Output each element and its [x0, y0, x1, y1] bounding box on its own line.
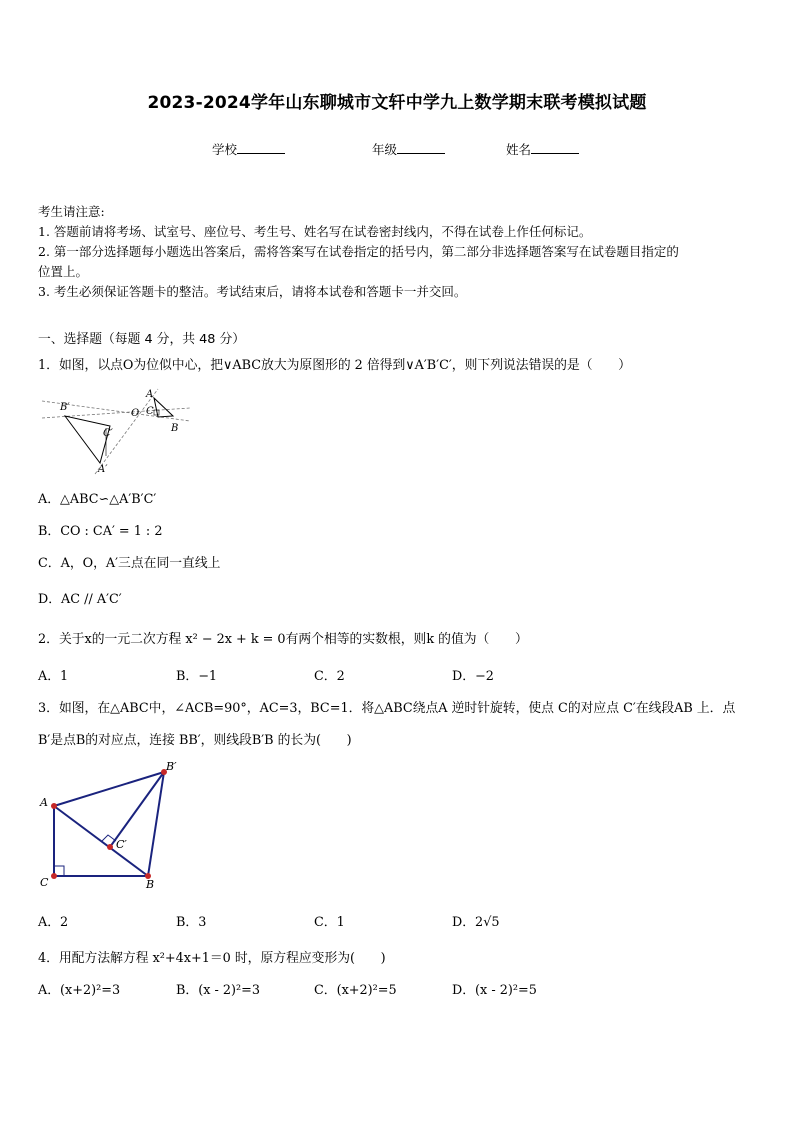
q1-label-o: O: [131, 408, 140, 419]
q1-option-d: D．AC // A′C′: [38, 592, 122, 607]
q3-option-d: D．2√5: [452, 915, 500, 930]
name-field: [506, 140, 579, 158]
q2-stem: 2．关于x的一元二次方程 x² − 2x + k = 0有两个相等的实数根，则k 的值为（ ）: [38, 632, 528, 647]
grade-field: [372, 140, 445, 158]
grade-blank: [397, 141, 445, 154]
q1-label-aprime: A′: [98, 464, 108, 475]
notice-item-2: 2. 第一部分选择题每小题选出答案后，需将答案写在试卷指定的括号内，第二部分非选择题答案写在试卷题目指定的: [38, 244, 679, 259]
q3-label-bprime: B′: [166, 760, 177, 773]
q3-stem-line-1: 3．如图，在△ABC中，∠ACB=90°，AC=3，BC=1．将△ABC绕点A 逆时针旋转，使点 C的对应点 C′在线段AB 上．点: [38, 701, 736, 716]
q3-figure: [36, 758, 186, 892]
notice-item-3: 3. 考生必须保证答题卡的整洁。考试结束后，请将本试卷和答题卡一并交回。: [38, 284, 467, 299]
q3-stem-line-2: B′是点B的对应点，连接 BB′，则线段B′B 的长为( ): [38, 733, 352, 748]
name-blank: [531, 141, 579, 154]
q1-option-c: C．A，O，A′三点在同一直线上: [38, 556, 221, 571]
q1-option-a: A．△ABC∽△A′B′C′: [38, 492, 157, 507]
notice-item-1: 1. 答题前请将考场、试室号、座位号、考生号、姓名写在试卷密封线内，不得在试卷上作任何标记。: [38, 224, 592, 239]
q3-label-cprime: C′: [116, 838, 127, 851]
q3-label-a: A: [40, 796, 48, 809]
name-label: 姓名: [506, 142, 532, 157]
notice-item-2-cont: 位置上。: [38, 264, 89, 279]
q1-label-bprime: B′: [60, 402, 70, 413]
page-title: 2023-2024学年山东聊城市文轩中学九上数学期末联考模拟试题: [147, 93, 647, 113]
q1-label-a: A: [146, 389, 154, 400]
q3-label-c: C: [40, 876, 49, 889]
grade-label: 年级: [372, 142, 398, 157]
q1-label-cprime: C′: [103, 428, 113, 439]
q4-option-b: B．(x - 2)²=3: [176, 983, 260, 998]
q2-option-b: B．−1: [176, 669, 218, 684]
q4-option-c: C．(x+2)²=5: [314, 983, 397, 998]
school-label: 学校: [212, 142, 238, 157]
q2-option-d: D．−2: [452, 669, 494, 684]
q3-label-b: B: [146, 878, 155, 891]
q3-option-b: B．3: [176, 915, 207, 930]
q1-figure: [40, 386, 192, 476]
q2-option-c: C．2: [314, 669, 345, 684]
q1-option-b: B．CO : CA′ = 1 : 2: [38, 524, 163, 539]
q4-option-a: A．(x+2)²=3: [38, 983, 121, 998]
q4-stem: 4．用配方法解方程 x²+4x+1＝0 时，原方程应变形为( ): [38, 951, 386, 966]
q2-option-a: A．1: [38, 669, 69, 684]
q3-option-a: A．2: [38, 915, 69, 930]
notice-block: [38, 202, 760, 302]
q3-option-c: C．1: [314, 915, 345, 930]
school-field: [212, 140, 285, 158]
notice-heading: 考生请注意:: [38, 204, 105, 219]
q4-option-d: D．(x - 2)²=5: [452, 983, 537, 998]
q1-label-c: C: [146, 406, 154, 417]
school-blank: [237, 141, 285, 154]
q1-stem: 1．如图，以点O为位似中心，把∨ABC放大为原图形的 2 倍得到∨A′B′C′，则下列说法错误的是（ ）: [38, 358, 631, 373]
section-heading: 一、选择题（每题 4 分，共 48 分）: [38, 332, 246, 347]
q1-label-b: B: [171, 423, 179, 434]
